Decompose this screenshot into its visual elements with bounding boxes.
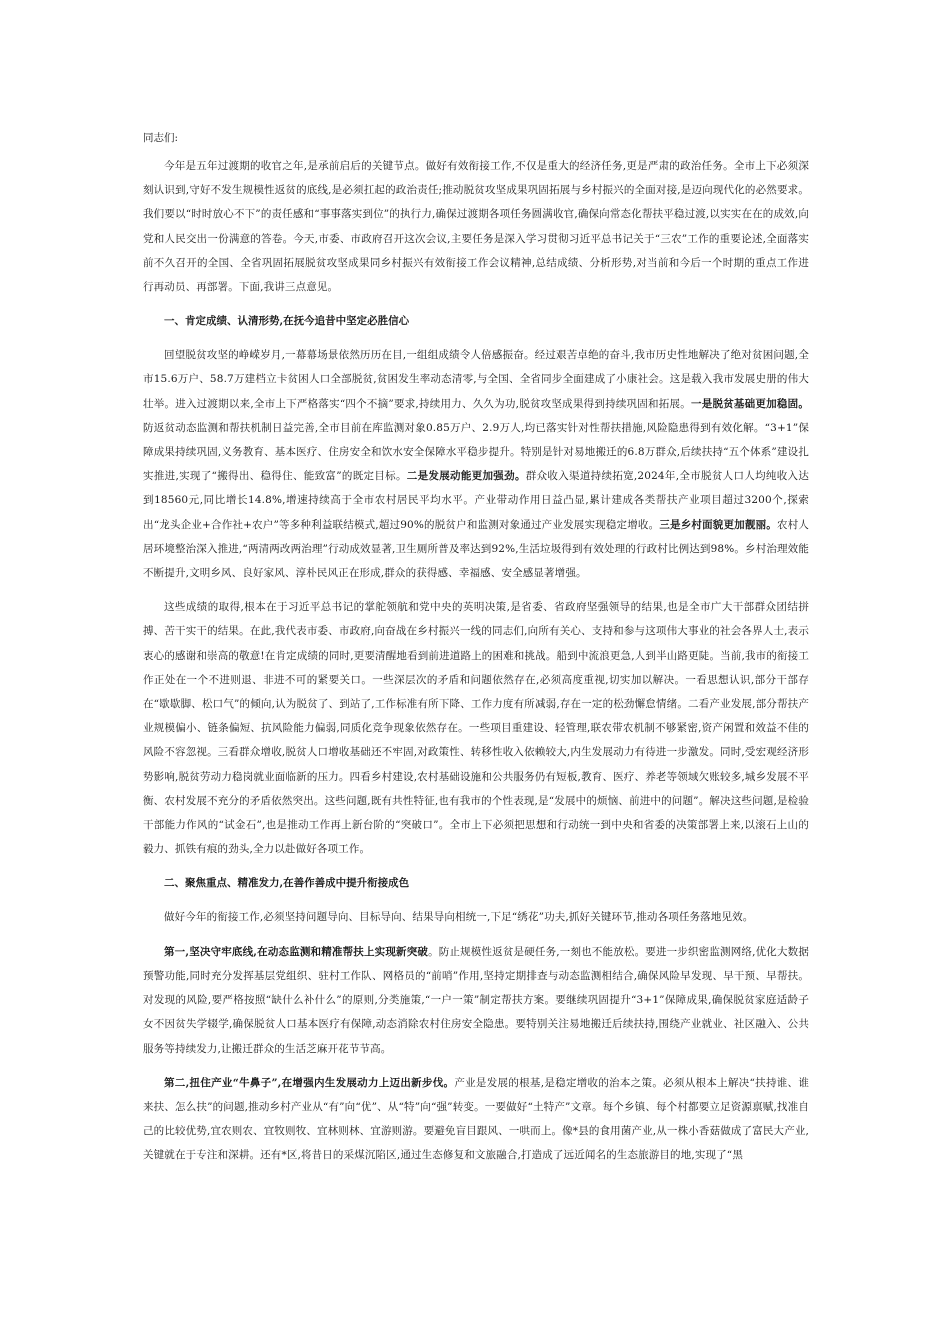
greeting: 同志们:	[143, 132, 179, 144]
section1-paragraph-achievements	[143, 343, 809, 585]
section1-p1-text-a: 回望脱贫攻坚的峥嵘岁月,一幕幕场景依然历历在目,一组组成绩令人倍感振奋。经过艰苦卓绝的奋斗,我市历史性地解决了绝对贫困问题,全市15.6万户、58.7万建档立卡贫困人口全部脱贫,贫困发生率动态清零,与全国、全省同步全面建成了小康社会。这是载入我市发展史册的伟大壮举。进入过渡期以来,全市上下严格落实“四个不摘”要求,持续用力、久久为功,脱贫攻坚成果得到持续巩固和拓展。	[143, 349, 809, 410]
section2-heading: 二、聚焦重点、精准发力,在善作善成中提升衔接成色	[164, 877, 410, 890]
section2-intro-paragraph: 做好今年的衔接工作,必须坚持问题导向、目标导向、结果导向相统一,下足“绣花”功夫,抓好关键环节,推动各项任务落地见效。	[164, 911, 754, 924]
section1-heading: 一、肯定成绩、认清形势,在抚今追昔中坚定必胜信心	[164, 315, 410, 328]
lead-point-3: 三是乡村面貌更加靓丽。	[659, 518, 777, 531]
first-point-lead: 第一,坚决守牢底线,在动态监测和精准帮扶上实现新突破	[164, 945, 429, 958]
section1-p1-text-d: 群众收入渠道持续拓宽,2024年,全市脱贫人口人均纯收入达到18560元,同比增长14.8%,增速持续高于全市农村居民平均水平。产业带动作用日益凸显,累计建成各类帮扶产业项目超过3200个,探索出“龙头企业+合作社+农户”等多种利益联结模式,超过90%的脱贫户和监测对象通过产业发展实现稳定增收。	[143, 470, 809, 531]
section2-paragraph-second	[143, 1071, 809, 1168]
second-point-text: 产业是发展的根基,是稳定增收的治本之策。必须从根本上解决“扶持谁、谁来扶、怎么扶”的问题,推动乡村产业从“有”向“优”、从“特”向“强”转变。一要做好“土特产”文章。每个乡镇、每个村都要立足资源禀赋,找准自己的比较优势,宜农则农、宜牧则牧、宜林则林、宜游则游。要避免盲目跟风、一哄而上。像*县的食用菌产业,从一株小香菇做成了富民大产业,关键就在于专注和深耕。还有*区,将昔日的采煤沉陷区,通过生态修复和文旅融合,打造成了远近闻名的生态旅游目的地,实现了“黑	[143, 1076, 809, 1162]
lead-point-1: 一是脱贫基础更加稳固。	[690, 397, 809, 410]
second-point-lead: 第二,扭住产业“牛鼻子”,在增强内生发展动力上迈出新步伐。	[164, 1076, 455, 1089]
document-page	[143, 126, 809, 1178]
section1-p1-text-c: 防返贫动态监测和帮扶机制日益完善,全市目前在库监测对象0.85万户、2.9万人,均已落实针对性帮扶措施,风险隐患得到有效化解。“3+1”保障成果持续巩固,义务教育、基本医疗、住房安全和饮水安全保障水平稳步提升。特别是针对易地搬迁的6.8万群众,后续扶持“五个体系”建设扎实推进,实现了“搬得出、稳得住、能致富”的既定目标。	[143, 421, 809, 483]
first-point-text: 。防止规模性返贫是硬任务,一刻也不能放松。要进一步织密监测网络,优化大数据预警功能,同时充分发挥基层党组织、驻村工作队、网格员的“前哨”作用,坚持定期排查与动态监测相结合,确保风险早发现、早干预、早帮扶。对发现的风险,要严格按照“缺什么补什么”的原则,分类施策,“一户一策”制定帮扶方案。要继续巩固提升“3+1”保障成果,确保脱贫家庭适龄子女不因贫失学辍学,确保脱贫人口基本医疗有保障,动态消除农村住房安全隐患。要特别关注易地搬迁后续扶持,围绕产业就业、社区融入、公共服务等持续发力,让搬迁群众的生活芝麻开花节节高。	[143, 945, 809, 1055]
section1-paragraph-challenges: 这些成绩的取得,根本在于习近平总书记的掌舵领航和党中央的英明决策,是省委、省政府坚强领导的结果,也是全市广大干部群众团结拼搏、苦干实干的结果。在此,我代表市委、市政府,向奋战在乡村振兴一线的同志们,向所有关心、支持和参与这项伟大事业的社会各界人士,表示衷心的感谢和崇高的敬意!在肯定成绩的同时,更要清醒地看到前进道路上的困难和挑战。船到中流浪更急,人到半山路更陡。当前,我市的衔接工作正处在一个不进则退、非进不可的紧要关口。一些深层次的矛盾和问题依然存在,必须高度重视,切实加以解决。一看思想认识,部分干部存在“歇歇脚、松口气”的倾向,认为脱贫了、到站了,工作标准有所下降、工作力度有所减弱,存在一定的松劲懈怠情绪。二看产业发展,部分帮扶产业规模偏小、链条偏短、抗风险能力偏弱,同质化竞争现象依然存在。一些项目重建设、轻管理,联农带农机制不够紧密,资产闲置和效益不佳的风险不容忽视。三看群众增收,脱贫人口增收基础还不牢固,对政策性、转移性收入依赖较大,内生发展动力有待进一步激发。同时,受宏观经济形势影响,脱贫劳动力稳岗就业面临新的压力。四看乡村建设,农村基础设施和公共服务仍有短板,教育、医疗、养老等领域欠账较多,城乡发展不平衡、农村发展不充分的矛盾依然突出。这些问题,既有共性特征,也有我市的个性表现,是“发展中的烦恼、前进中的问题”。解决这些问题,是检验干部能力作风的“试金石”,也是推动工作再上新台阶的“突破口”。全市上下必须把思想和行动统一到中央和省委的决策部署上来,以滚石上山的毅力、抓铁有痕的劲头,全力以赴做好各项工作。	[143, 601, 809, 856]
lead-point-2: 二是发展动能更加强劲。	[406, 470, 526, 483]
section1-p1-text-e: 农村人居环境整治深入推进,“两清两改两治理”行动成效显著,卫生厕所普及率达到92%,生活垃圾得到有效处理的行政村比例达到98%。乡村治理效能不断提升,文明乡风、良好家风、淳朴民风正在形成,群众的获得感、幸福感、安全感显著增强。	[143, 518, 810, 580]
intro-paragraph: 今年是五年过渡期的收官之年,是承前启后的关键节点。做好有效衔接工作,不仅是重大的经济任务,更是严肃的政治任务。全市上下必须深刻认识到,守好不发生规模性返贫的底线,是必须扛起的政治责任;推动脱贫攻坚成果巩固拓展与乡村振兴的全面对接,是迈向现代化的必然要求。我们要以“时时放心不下”的责任感和“事事落实到位”的执行力,确保过渡期各项任务圆满收官,确保向常态化帮扶平稳过渡,以实实在在的成效,向党和人民交出一份满意的答卷。今天,市委、市政府召开这次会议,主要任务是深入学习贯彻习近平总书记关于“三农”工作的重要论述,全面落实前不久召开的全国、全省巩固拓展脱贫攻坚成果同乡村振兴有效衔接工作会议精神,总结成绩、分析形势,对当前和今后一个时期的重点工作进行再动员、再部署。下面,我讲三点意见。	[143, 160, 809, 294]
section2-paragraph-first	[143, 940, 809, 1061]
